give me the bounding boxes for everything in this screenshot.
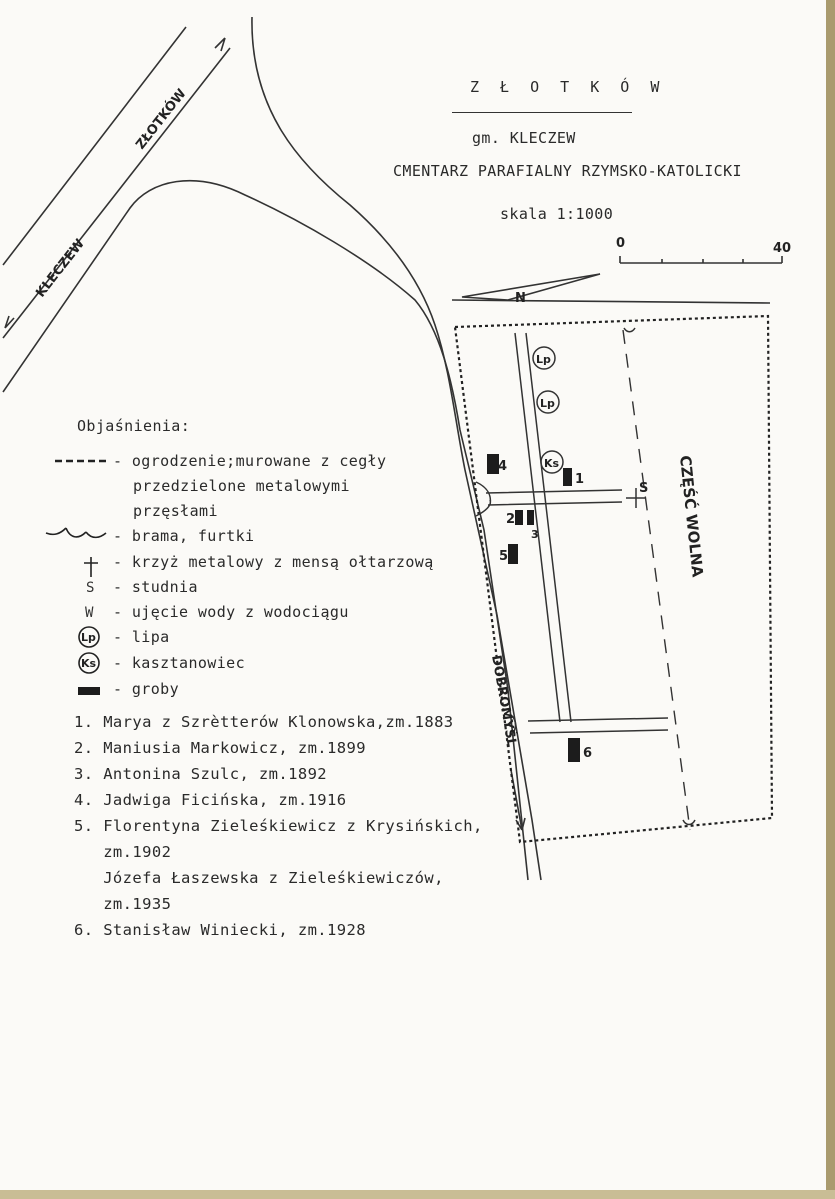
grave-1-label: 1 <box>575 472 585 487</box>
grave-6-label: 6 <box>583 746 593 761</box>
grave-3-mark <box>527 510 534 525</box>
legend-fence-line-3: przęsłami <box>133 502 218 520</box>
grave-2-label: 2 <box>506 512 516 527</box>
main-gate-icon <box>476 482 490 516</box>
grave-4-label: 4 <box>498 459 508 474</box>
north-arrow-icon <box>462 274 600 300</box>
chestnut-icon-label: Ks <box>81 657 97 670</box>
grave-entry-3: 3. Antonina Szulc, zm.1892 <box>74 765 328 783</box>
grave-entry-1: 1. Marya z Szrètterów Klonowska,zm.1883 <box>74 713 454 731</box>
grave-entry-5b: Józefa Łaszewska z Zieleśkiewiczów, <box>74 869 444 887</box>
cross-icon <box>84 557 98 577</box>
legend-title: Objaśnienia: <box>77 417 191 435</box>
grave-entry-6: 6. Stanisław Winiecki, zm.1928 <box>74 921 366 939</box>
legend-water-text: - ujęcie wody z wodociągu <box>113 603 349 621</box>
free-part-label: CZĘŚĆ WOLNA <box>676 454 707 578</box>
legend-fence-line-2: przedzielone metalowymi <box>133 477 350 495</box>
legend-well-text: - studnia <box>113 578 198 596</box>
main-path <box>515 333 571 722</box>
page-title: Z Ł O T K Ó W <box>470 78 666 96</box>
legend-chestnut-text: - kasztanowiec <box>113 654 246 672</box>
scale-start-label: 0 <box>616 236 626 251</box>
legend-linden-text: - lipa <box>113 628 170 646</box>
water-intake-icon: W <box>85 605 94 621</box>
cross-path-lower <box>528 718 668 733</box>
road-label-zlotkow: ZŁOTKÓW <box>133 86 190 153</box>
gate-north-icon <box>624 328 635 332</box>
legend-graves-text: - groby <box>113 680 180 698</box>
grave-entry-4: 4. Jadwiga Ficińska, zm.1916 <box>74 791 347 809</box>
cemetery-name: CMENTARZ PARAFIALNY RZYMSKO-KATOLICKI <box>393 162 742 180</box>
road-zlotkow-edge-1 <box>3 27 186 265</box>
grave-5-mark <box>508 544 518 564</box>
legend-fence-line-1: - ogrodzenie;murowane z cegły <box>113 452 387 470</box>
north-road-edge <box>452 300 770 303</box>
well-icon: S <box>86 580 95 596</box>
grave-entry-2: 2. Maniusia Markowicz, zm.1899 <box>74 739 366 757</box>
grave-5-label: 5 <box>499 549 509 564</box>
gate-south-icon <box>683 820 695 825</box>
road-label-kleczew: KLECZEW <box>33 236 88 301</box>
commune-label: gm. KLECZEW <box>472 129 576 147</box>
scale-bar <box>620 256 782 263</box>
grave-6-mark <box>568 738 580 762</box>
grave-3-label: 3 <box>531 528 539 541</box>
road-label-dobromysl: DOBROMYŚL <box>488 654 519 749</box>
legend-cross-text: - krzyż metalowy z mensą ołtarzową <box>113 553 434 571</box>
grave-entry-5b-date: zm.1935 <box>74 895 172 913</box>
road-arrow-zlotkow <box>215 38 225 51</box>
grave-entry-5-date: zm.1902 <box>74 843 172 861</box>
cemetery-fence <box>455 316 772 842</box>
gate-icon <box>46 528 106 537</box>
linden-icon-label: Lp <box>81 631 96 644</box>
well-label: S <box>639 481 649 496</box>
grave-2-mark <box>515 510 523 525</box>
linden-2-label: Lp <box>540 397 555 410</box>
linden-1-label: Lp <box>536 353 551 366</box>
chestnut-label: Ks <box>544 457 560 470</box>
cross-path-upper <box>486 490 622 505</box>
scale-end-label: 40 <box>773 241 792 256</box>
free-part-boundary <box>623 330 690 830</box>
legend-gate-text: - brama, furtki <box>113 527 255 545</box>
grave-entry-5: 5. Florentyna Zieleśkiewicz z Krysińskich, <box>74 817 483 835</box>
grave-icon <box>78 687 100 695</box>
north-label: N <box>515 291 526 306</box>
grave-1-mark <box>563 468 572 486</box>
scale-text: skala 1:1000 <box>500 205 614 223</box>
